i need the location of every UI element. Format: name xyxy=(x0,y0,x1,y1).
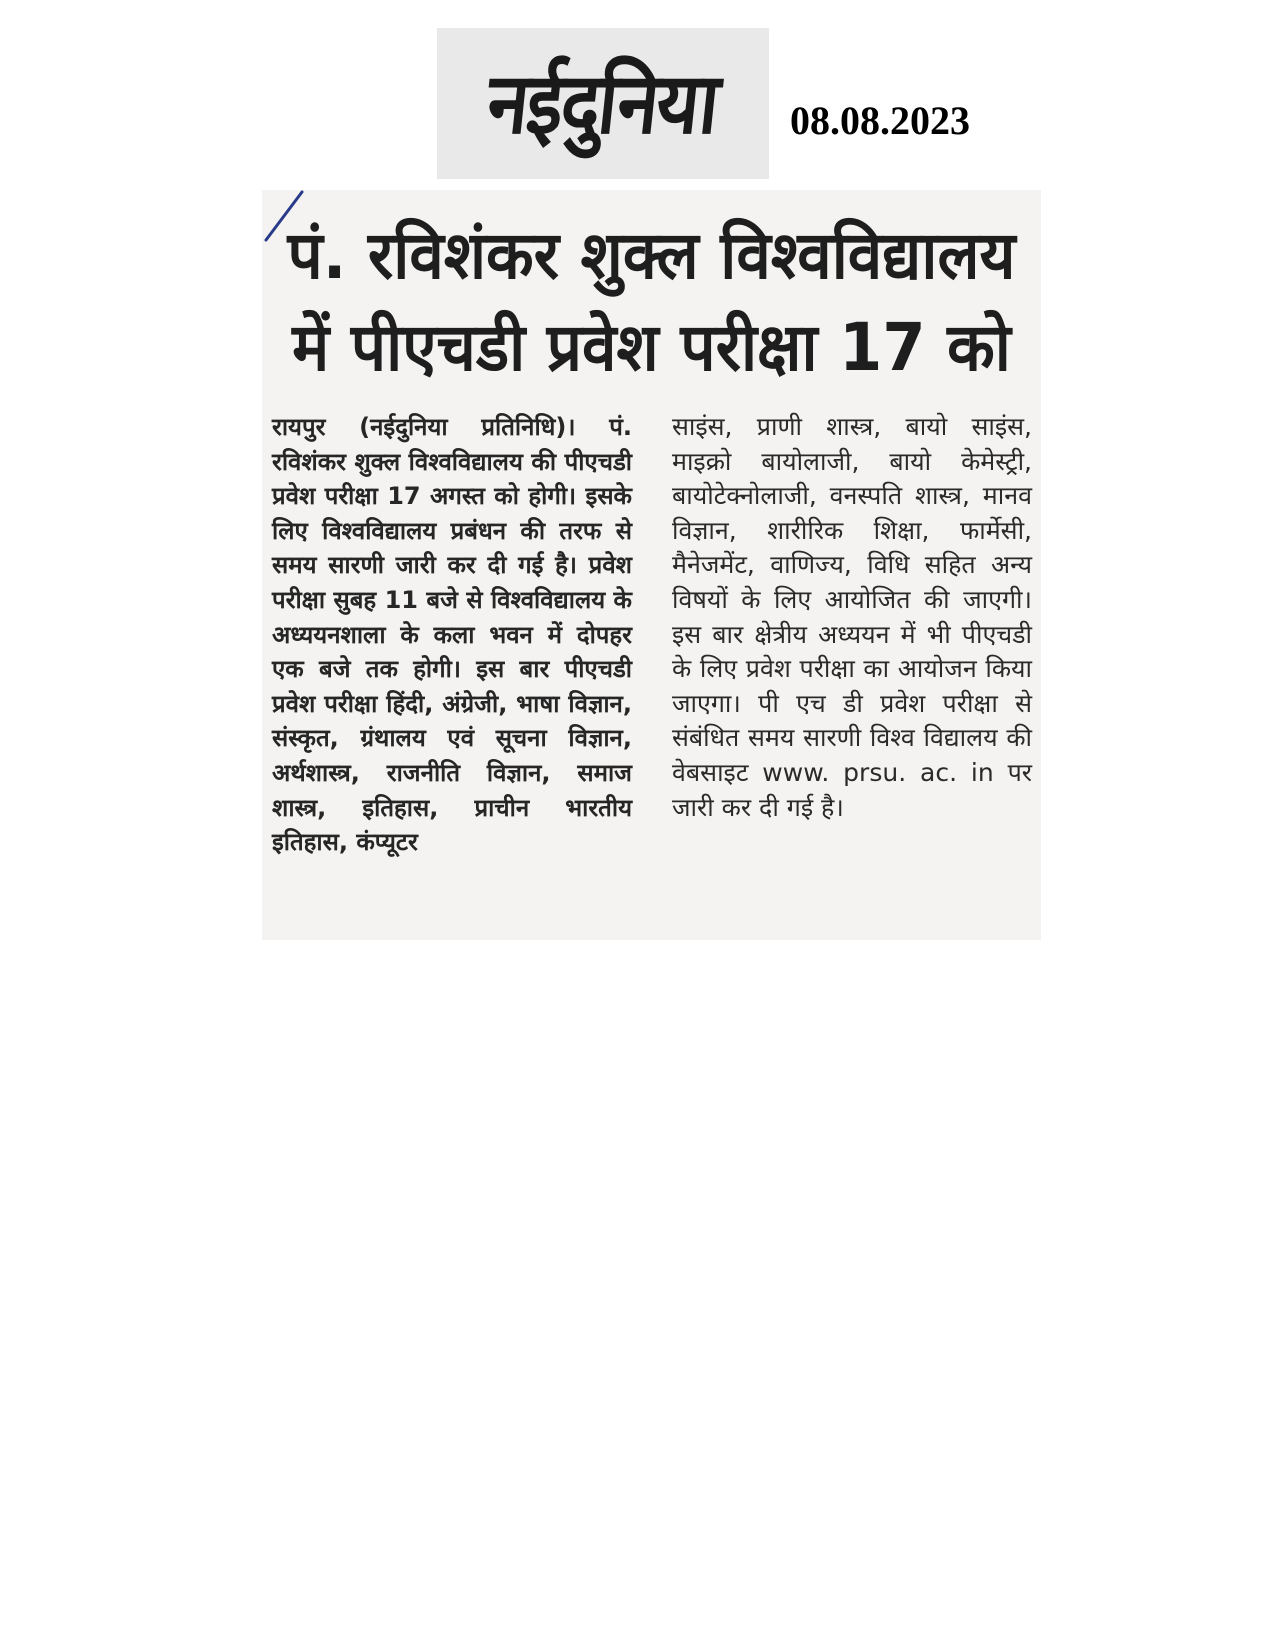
article-column-right: साइंस, प्राणी शास्त्र, बायो साइंस, माइक्रो बायोलाजी, बायो केमेस्ट्री, बायोटेक्नोलाजी, वनस्पति शास्त्र, मानव विज्ञान, शारीरिक शिक्षा, फार्मेसी, मैनेजमेंट, वाणिज्य, विधि सहित अन्य विषयों के लिए आयोजित की जाएगी। इस बार क्षेत्रीय अध्ययन में भी पीएचडी के लिए प्रवेश परीक्षा का आयोजन किया जाएगा। पी एच डी प्रवेश परीक्षा से संबंधित समय सारणी विश्व विद्यालय की वेबसाइट www. prsu. ac. in पर जारी कर दी गई है। xyxy=(672,412,1032,822)
newspaper-logo: नईदुनिया xyxy=(483,54,723,153)
news-clipping xyxy=(262,190,1041,940)
article-body xyxy=(272,410,1032,930)
article-column-left: रायपुर (नईदुनिया प्रतिनिधि)। पं. रविशंकर शुक्ल विश्वविद्यालय की पीएचडी प्रवेश परीक्षा 17 अगस्त को होगी। इसके लिए विश्वविद्यालय प्रबंधन की तरफ से समय सारणी जारी कर दी गई है। प्रवेश परीक्षा सुबह 11 बजे से विश्वविद्यालय के अध्ययनशाला के कला भवन में दोपहर एक बजे तक होगी। इस बार पीएचडी प्रवेश परीक्षा हिंदी, अंग्रेजी, भाषा विज्ञान, संस्कृत, ग्रंथालय एवं सूचना विज्ञान, अर्थशास्त्र, राजनीति विज्ञान, समाज शास्त्र, इतिहास, प्राचीन भारतीय इतिहास, कंप्यूटर xyxy=(272,413,632,857)
clipping-date: 08.08.2023 xyxy=(790,98,970,143)
headline-line-2: में पीएचडी प्रवेश परीक्षा 17 को xyxy=(292,309,1011,386)
headline-line-1: पं. रविशंकर शुक्ल विश्वविद्यालय xyxy=(287,217,1016,294)
article-headline xyxy=(262,210,1041,394)
newspaper-masthead xyxy=(437,28,769,179)
